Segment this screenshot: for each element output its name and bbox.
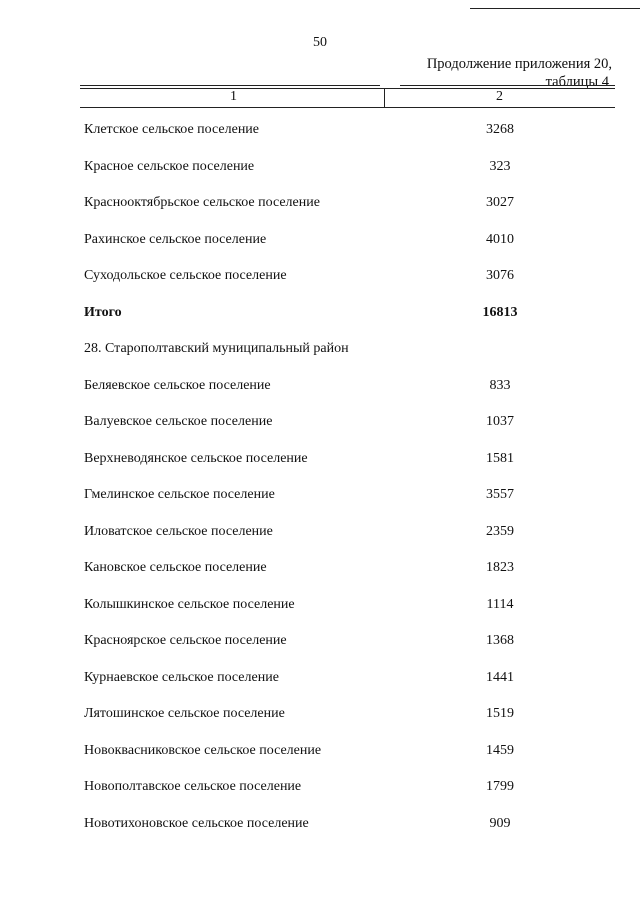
row-name: Краснооктябрьское сельское поселение [84, 195, 320, 210]
table-row [0, 259, 640, 296]
table-row [0, 515, 640, 552]
row-name: Красноярское сельское поселение [84, 633, 287, 648]
table-row [0, 770, 640, 807]
row-name: Итого [84, 304, 122, 320]
section-heading-row [0, 332, 640, 369]
row-name: Курнаевское сельское поселение [84, 669, 279, 685]
table-row [0, 661, 640, 698]
column-header-1: 1 [230, 89, 237, 104]
row-name: Валуевское сельское поселение [84, 414, 273, 429]
row-value: 1459 [486, 742, 514, 758]
table-body [0, 113, 640, 843]
table-row [0, 807, 640, 844]
row-value: 1519 [486, 706, 514, 721]
table-row [0, 697, 640, 734]
row-value: 1799 [486, 779, 514, 794]
table-row [0, 186, 640, 223]
row-name: Лятошинское сельское поселение [84, 706, 285, 721]
table-row [0, 734, 640, 771]
row-value: 1441 [486, 669, 514, 685]
row-value: 1823 [486, 560, 514, 575]
row-name: Новополтавское сельское поселение [84, 779, 302, 794]
row-name: Иловатское сельское поселение [84, 523, 273, 539]
header-rule-lower [80, 107, 615, 108]
row-value: 16813 [482, 304, 518, 320]
header-top-line-right [400, 85, 615, 86]
row-name: Беляевское сельское поселение [84, 377, 271, 393]
total-row [0, 296, 640, 333]
top-rule [470, 8, 640, 9]
row-value: 833 [489, 377, 511, 393]
table-row [0, 223, 640, 260]
column-header-2: 2 [496, 89, 503, 104]
table-row [0, 624, 640, 661]
page-number: 50 [313, 35, 327, 50]
row-value: 3076 [486, 268, 514, 283]
row-name: Новоквасниковское сельское поселение [84, 742, 322, 758]
table-row [0, 369, 640, 406]
row-value: 909 [489, 815, 511, 831]
table-row [0, 588, 640, 625]
table-row [0, 551, 640, 588]
row-value: 323 [489, 158, 511, 174]
row-name: Новотихоновское сельское поселение [84, 815, 309, 831]
row-value: 1368 [486, 633, 514, 648]
row-name: Суходольское сельское поселение [84, 268, 287, 283]
row-value: 1037 [486, 414, 514, 429]
row-name: Кановское сельское поселение [84, 560, 267, 575]
row-value: 1114 [486, 596, 514, 612]
continuation-line-2: таблицы 4 [545, 74, 609, 90]
row-name: Гмелинское сельское поселение [84, 487, 275, 502]
table-row [0, 405, 640, 442]
header-top-line-left [80, 85, 380, 86]
row-name: Колышкинское сельское поселение [84, 596, 295, 612]
row-value: 3027 [486, 195, 514, 210]
row-name: Красное сельское поселение [84, 158, 255, 174]
table-row [0, 442, 640, 479]
row-value: 3557 [486, 487, 514, 502]
row-value: 3268 [486, 122, 514, 137]
table-row [0, 150, 640, 187]
row-name: Клетское сельское поселение [84, 122, 260, 137]
column-separator [384, 88, 385, 108]
row-name: Рахинское сельское поселение [84, 231, 267, 247]
continuation-line-1: Продолжение приложения 20, [426, 56, 612, 72]
row-name: Верхневодянское сельское поселение [84, 450, 308, 466]
row-name: 28. Старополтавский муниципальный район [84, 341, 349, 356]
header-rule-upper [80, 88, 615, 89]
row-value: 4010 [486, 231, 514, 247]
table-row [0, 478, 640, 515]
row-value: 2359 [486, 523, 514, 539]
row-value: 1581 [486, 450, 514, 466]
table-row [0, 113, 640, 150]
